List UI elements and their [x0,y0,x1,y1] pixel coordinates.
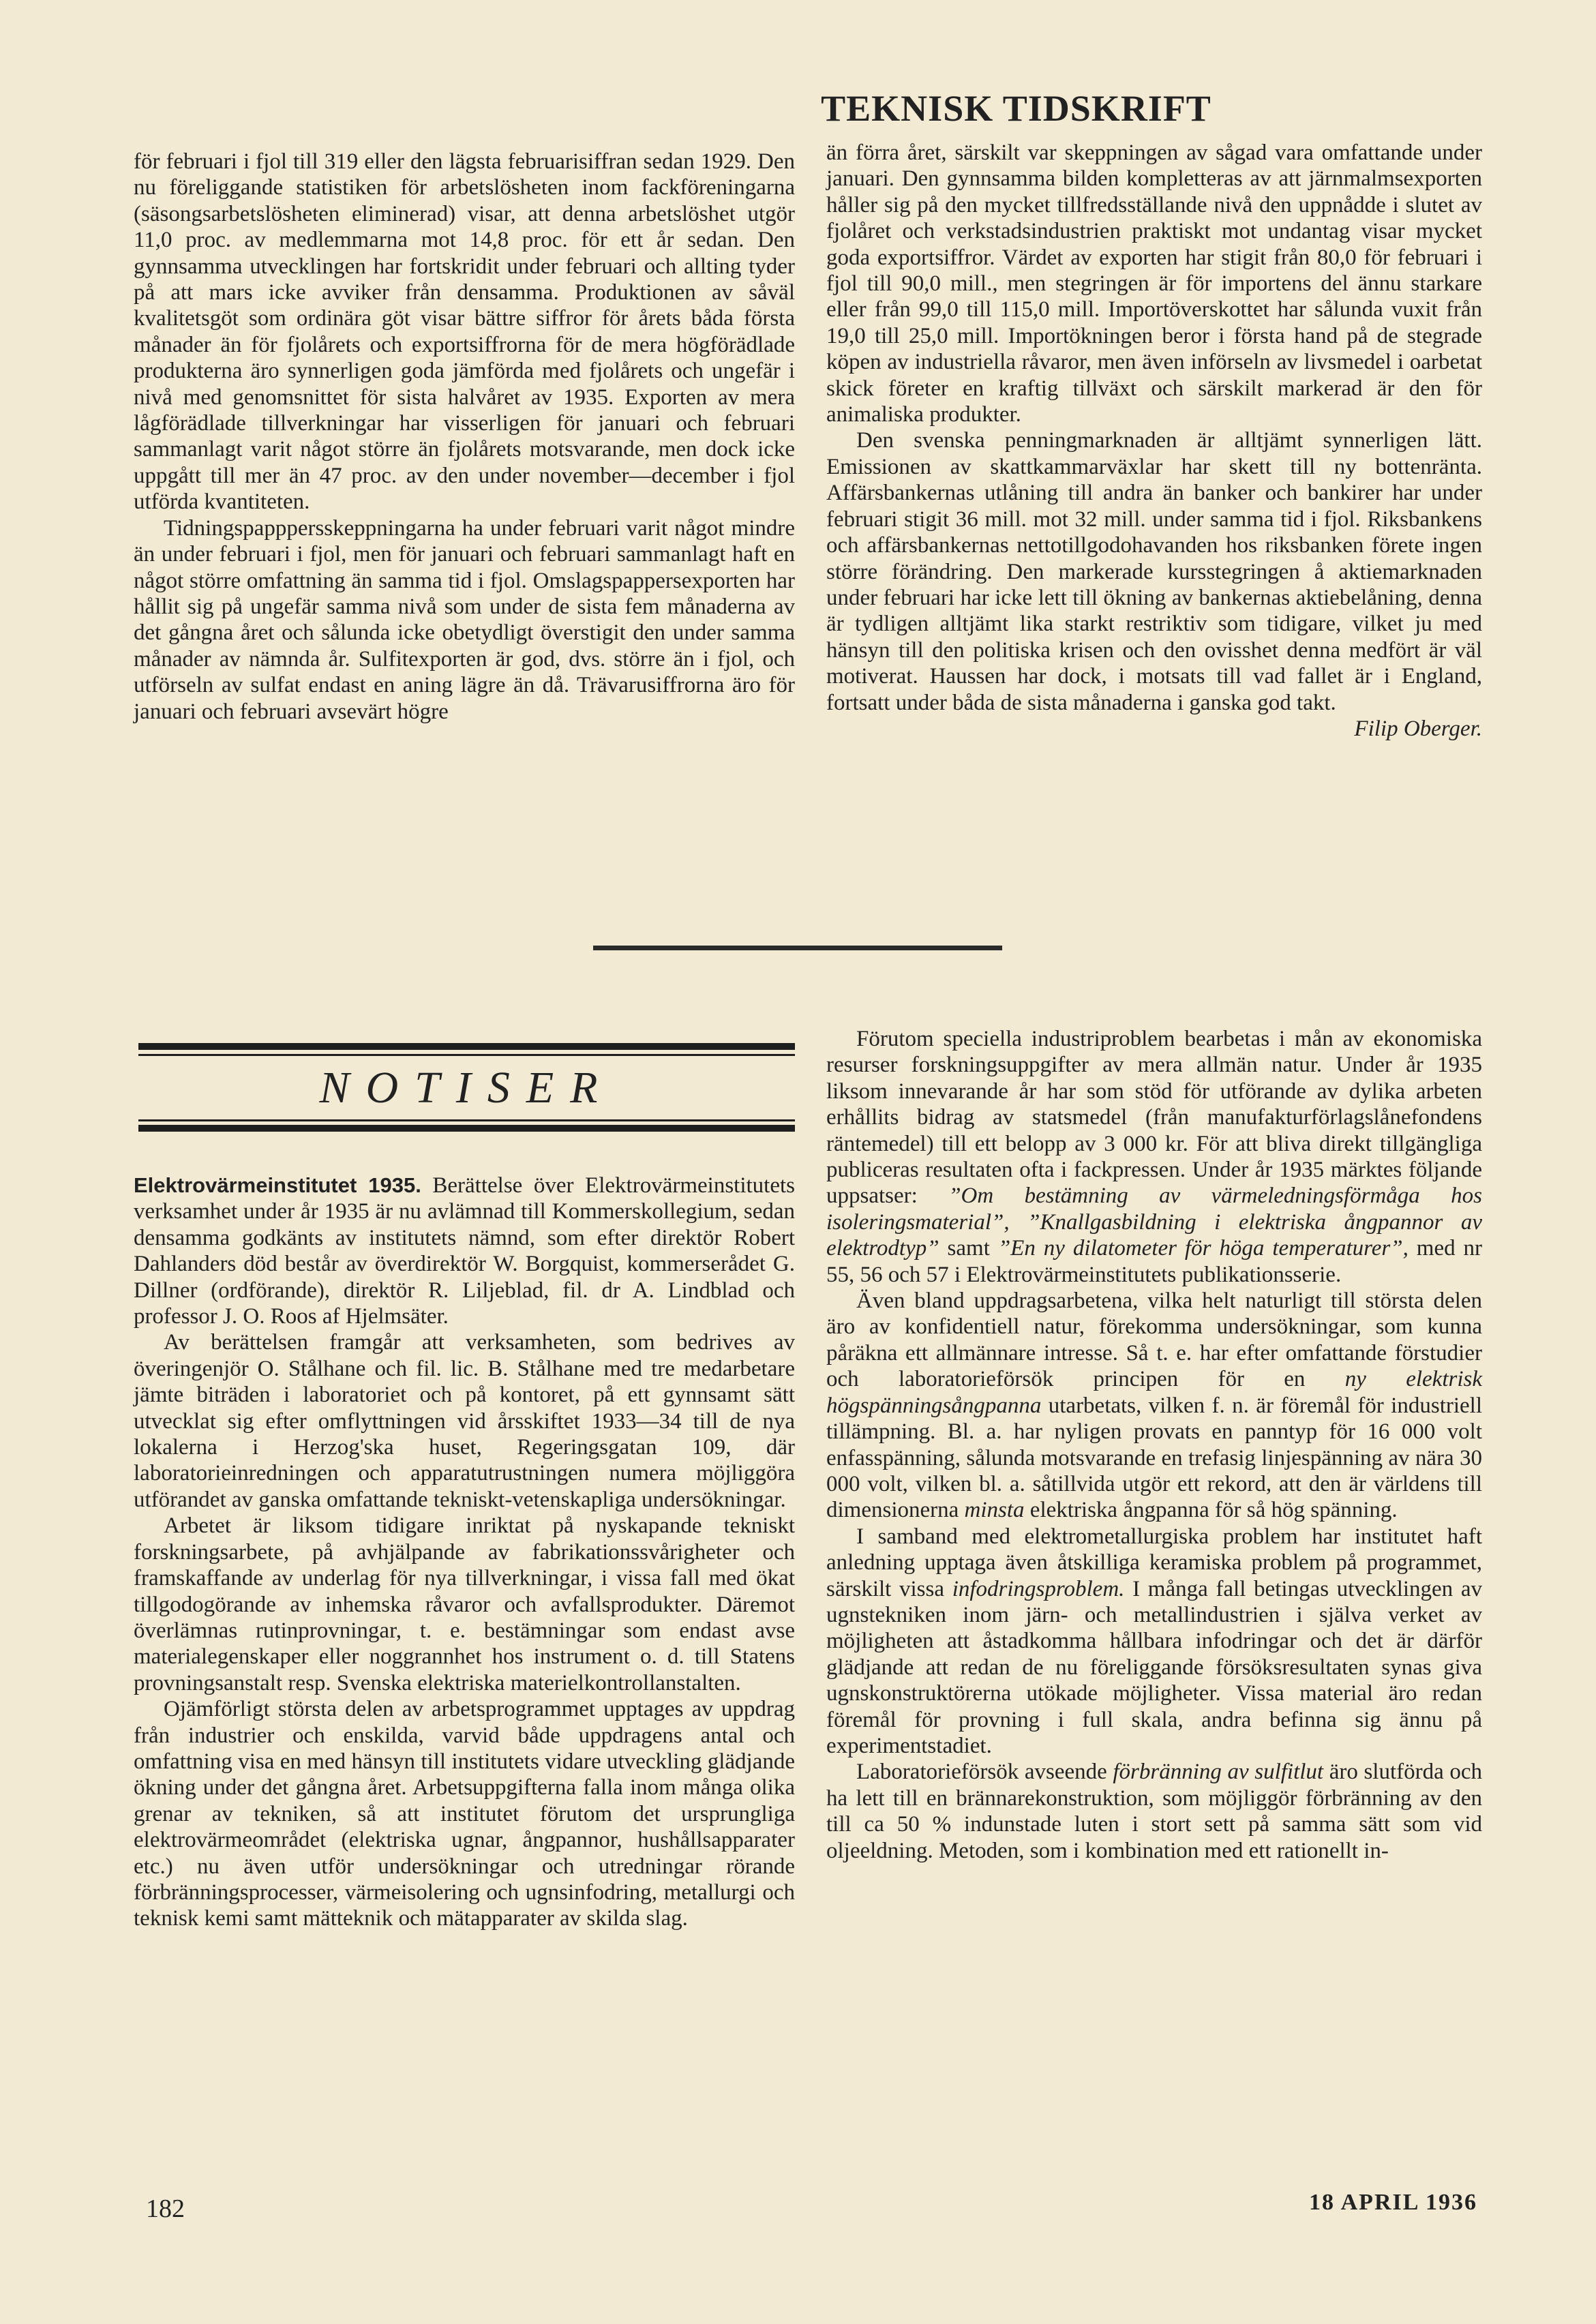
notiser-heading-box [138,1043,795,1145]
paragraph-italic: ny elektrisk högspänningsångpanna [826,1367,1482,1418]
journal-title [0,87,1596,135]
page-number: 182 [146,2194,185,2223]
issue-date: 18 APRIL 1936 [1309,2190,1478,2215]
paragraph-text: Laboratorieförsök avseende [856,1760,1107,1785]
paragraph-italic: infodringsproblem. [952,1576,1125,1601]
paragraph-text: elektriska ångpanna för så hög spänning. [1029,1498,1398,1523]
section-divider [593,946,1002,950]
paragraph-text: Även bland uppdragsarbetena, vilka helt naturligt till största delen äro av konfidentiell natur, förekomma undersökningar, som kunna påräkna ett allmännare intresse. Så t. e. har efter omfattande förstudier och laboratorieförsök principen för en [826,1288,1482,1392]
rule-line [138,1054,795,1056]
paragraph-italic: minsta [964,1498,1025,1523]
paragraph-text: Den svenska penningmarknaden är alltjämt synnerligen lätt. Emissionen av skattkammarväxlar har skett till ny bottenränta. Affärsbankernas utlåning till andra än banker och bankirer har under februari stigit 36 mill. mot 32 mill. under samma tid i fjol. Riksbankens och affärsbankernas nettotillgodohavanden hos riksbanken förete ingen större förändring. Den markerade kursstegringen å aktiemarknaden under februari har icke lett till ökning av bankernas aktiebelåning, denna är tydligen alltjämt lika starkt restriktiv som tidigare, vilket ju med hänsyn till den politiska krisen och den ovisshet denna medfört är väl motiverat. Haussen har dock, i motsats till vad fallet är i England, fortsatt under båda de sista månaderna i ganska god takt. [826,428,1482,715]
rule-line [138,1125,795,1132]
notiser-column-1 [134,1173,795,1932]
notice-heading: Elektrovärmeinstitutet 1935. [134,1173,421,1197]
paragraph [134,1173,795,1329]
paragraph-text: I samband med elektrometallurgiska problem har institutet haft anledning upptaga även åtskilliga keramiska problem på programmet, särskilt vissa [826,1524,1482,1601]
paragraph [826,1759,1482,1864]
rule-line [138,1119,795,1121]
paragraph [826,1026,1482,1288]
paragraph: Arbetet är liksom tidigare inriktat på nyskapande tekniskt forskningsarbete, på avhjälpande av fabrikationssvårigheter och framskaffande av underlag för nya tillverkningar, i vissa fall med ökat tillgodogörande av inhemska råvaror och avfallsprodukter. Däremot överlämnas rutinprovningar, t. e. bestämningar som endast avse materialegenskaper eller noggrannhet hos instrument o. d. till Statens provningsanstalt resp. Svenska elektriska materielkontrollanstalten. [134,1513,795,1695]
paragraph-text: utarbetats, vilken f. n. är föremål för industriell tillämpning. Bl. a. har nyligen provats en panntyp för 16 000 volt enfasspänning, sålunda motsvarande en trefasig linjespänning av nära 30 000 volt, vilken bl. a. såtillvida utgör ett rekord, att den är världens till dimensionerna [826,1393,1483,1523]
paragraph: Ojämförligt största delen av arbetsprogrammet upptages av uppdrag från industrier och enskilda, varvid både uppdragens antal och omfattning visa en med hänsyn till institutets vidare utveckling glädjande ökning under det gångna året. Arbetsuppgifterna falla inom många olika grenar av tekniken, så att institutet förutom det ursprungliga elektrovärmeområdet (elektriska ugnar, ångpannor, hushållsapparater etc.) nu även utför undersökningar och utredningar rörande förbränningsprocesser, värmeisolering och ugnsinfodring, metallurgi och teknisk kemi samt mätteknik och mätapparater av skilda slag. [134,1697,795,1931]
paragraph-text: samt [947,1236,990,1261]
paragraph-text: Förutom speciella industriproblem bearbetas i mån av ekonomiska resurser forskningsuppgifter av mera allmän natur. Under år 1935 liksom innevarande år har som stöd för utförande av dylika arbeten erhållits bidrag av statsmedel (från manufakturförlagslånefondens räntemedel) till ett belopp av 3 000 kr. För att bliva direkt tillgängliga publiceras resultaten ofta i fackpressen. Under år 1935 märktes följande uppsatser: [826,1027,1482,1209]
paragraph-italic: ”En ny dilatometer för höga temperaturer”, [997,1236,1409,1261]
paragraph [826,427,1482,741]
paragraph-text: med nr 55, 56 och 57 i Elektrovärmeinstitutets publikationsserie. [826,1236,1483,1287]
paragraph: Tidningspapppersskeppningarna ha under februari varit något mindre än under februari i fjol, men för januari och februari sammanlagt haft en något större omfattning än samma tid i fjol. Omslagspappersexporten har hållit sig på ungefär samma nivå som under de sista fem månaderna av det gångna året och sålunda icke obetydligt överstigit den under samma månader av nämnda år. Sulfitexporten är god, dvs. större än i fjol, och utförseln av sulfat endast en aning lägre än då. Trävarusiffrorna äro för januari och februari avsevärt högre [134,515,795,724]
paragraph-text: Berättelse över Elektrovärmeinstitutets verksamhet under år 1935 är nu avlämnad till Kommerskollegium, sedan densamma godkänts av institutets nämnd, som efter direktör Robert Dahlanders död består av överdirektör W. Borgquist, kommerserådet G. Dillner (ordförande), direktör R. Liljeblad, fil. dr A. Lindblad och professor J. O. Roos af Hjelmsäter. [134,1173,796,1329]
section-title: NOTISER [319,1063,614,1113]
paragraph: Av berättelsen framgår att verksamheten, som bedrives av överingenjör O. Stålhane och fil. lic. B. Stålhane med tre medarbetare jämte biträden i laboratoriet och på kontoret, på ett gynnsamt sätt utvecklat sig efter omflyttningen vid årsskiftet 1933—34 till de nya lokalerna i Herzog'ska huset, Regeringsgatan 109, där laboratorieinredningen och apparatutrustningen numera möjliggöra utförandet av ganska omfattande tekniskt-vetenskapliga undersökningar. [134,1330,795,1512]
paragraph [826,1524,1482,1760]
author-signature: Filip Oberger. [1354,716,1482,741]
paragraph [826,1288,1482,1524]
paragraph: än förra året, särskilt var skeppningen av sågad vara omfattande under januari. Den gynnsamma bilden kompletteras av att järnmalmsexporten håller sig på den mycket tillfredsställande nivå den uppnådde i slutet av fjolåret och verkstadsindustrien praktiskt mot undantag visar mycket goda exportsiffror. Värdet av exporten har stigit från 80,0 för februari i fjol till 90,0 mill., men stegringen är för importens del ännu starkare eller från 99,0 till 115,0 mill. Importöverskottet har sålunda vuxit från 19,0 till 25,0 mill. Importökningen beror i första hand på de stegrade köpen av industriella råvaror, men även införseln av livsmedel i oarbetat skick företer en kraftig tillväxt och särskilt markerad är den för animaliska produkter. [826,140,1482,427]
paragraph-text: I många fall betingas utvecklingen av ugnstekniken inom järn- och metallindustrien i själva verket av möjligheten att åstadkomma hållbara infodringar och det är därför glädjande att redan de nu föreliggande försöksresultaten synas giva ugnskonstruktörerna utökade möjligheter. Vissa material äro redan föremål för provning i full skala, andra befinna sig ännu på experimentstadiet. [826,1576,1483,1758]
journal-title-text: TEKNISK TIDSKRIFT [821,88,1211,129]
paragraph-italic: ”Om bestämning av värmeledningsförmåga hos isoleringsmaterial”, ”Knallgasbildning i elektriska ångpannor av elektrodtyp” [826,1183,1482,1261]
notiser-column-2 [826,1026,1482,1864]
paragraph: för februari i fjol till 319 eller den lägsta februarisiffran sedan 1929. Den nu föreliggande statistiken för arbetslösheten inom fackföreningarna (säsongsarbetslösheten eliminerad) visar, att denna arbetslöshet utgör 11,0 proc. av medlemmarna mot 14,8 proc. för ett år sedan. Den gynnsamma utvecklingen har fortskridit under februari och allting tyder på att mars icke avviker från densamma. Produktionen av såväl kvalitetsgöt som ordinära göt visar bättre siffror för årets båda första månader än för fjolårets och exportsiffrorna för de mera högförädlade produkterna äro synnerligen goda jämförda med fjolårets och ungefär i nivå med genomsnittet för sista halvåret av 1935. Exporten av mera lågförädlade tillverkningar har visserligen för januari och februari sammanlagt varit något större än fjolårets motsvarande, men dock icke uppgått till mer än 47 proc. av den under november—december i fjol utförda kvantiteten. [134,149,795,515]
rule-line [138,1043,795,1050]
paragraph-italic: förbränning av sulfitlut [1113,1760,1324,1785]
paragraph-text: äro slutförda och ha lett till en brännarekonstruktion, som möjliggör förbränning av den till ca 50 % indunstade luten i stort sett på samma sätt som vid oljeeldning. Metoden, som i kombination med ett rationellt in- [826,1760,1483,1863]
article-column-2 [826,140,1482,742]
article-column-1 [134,149,795,725]
